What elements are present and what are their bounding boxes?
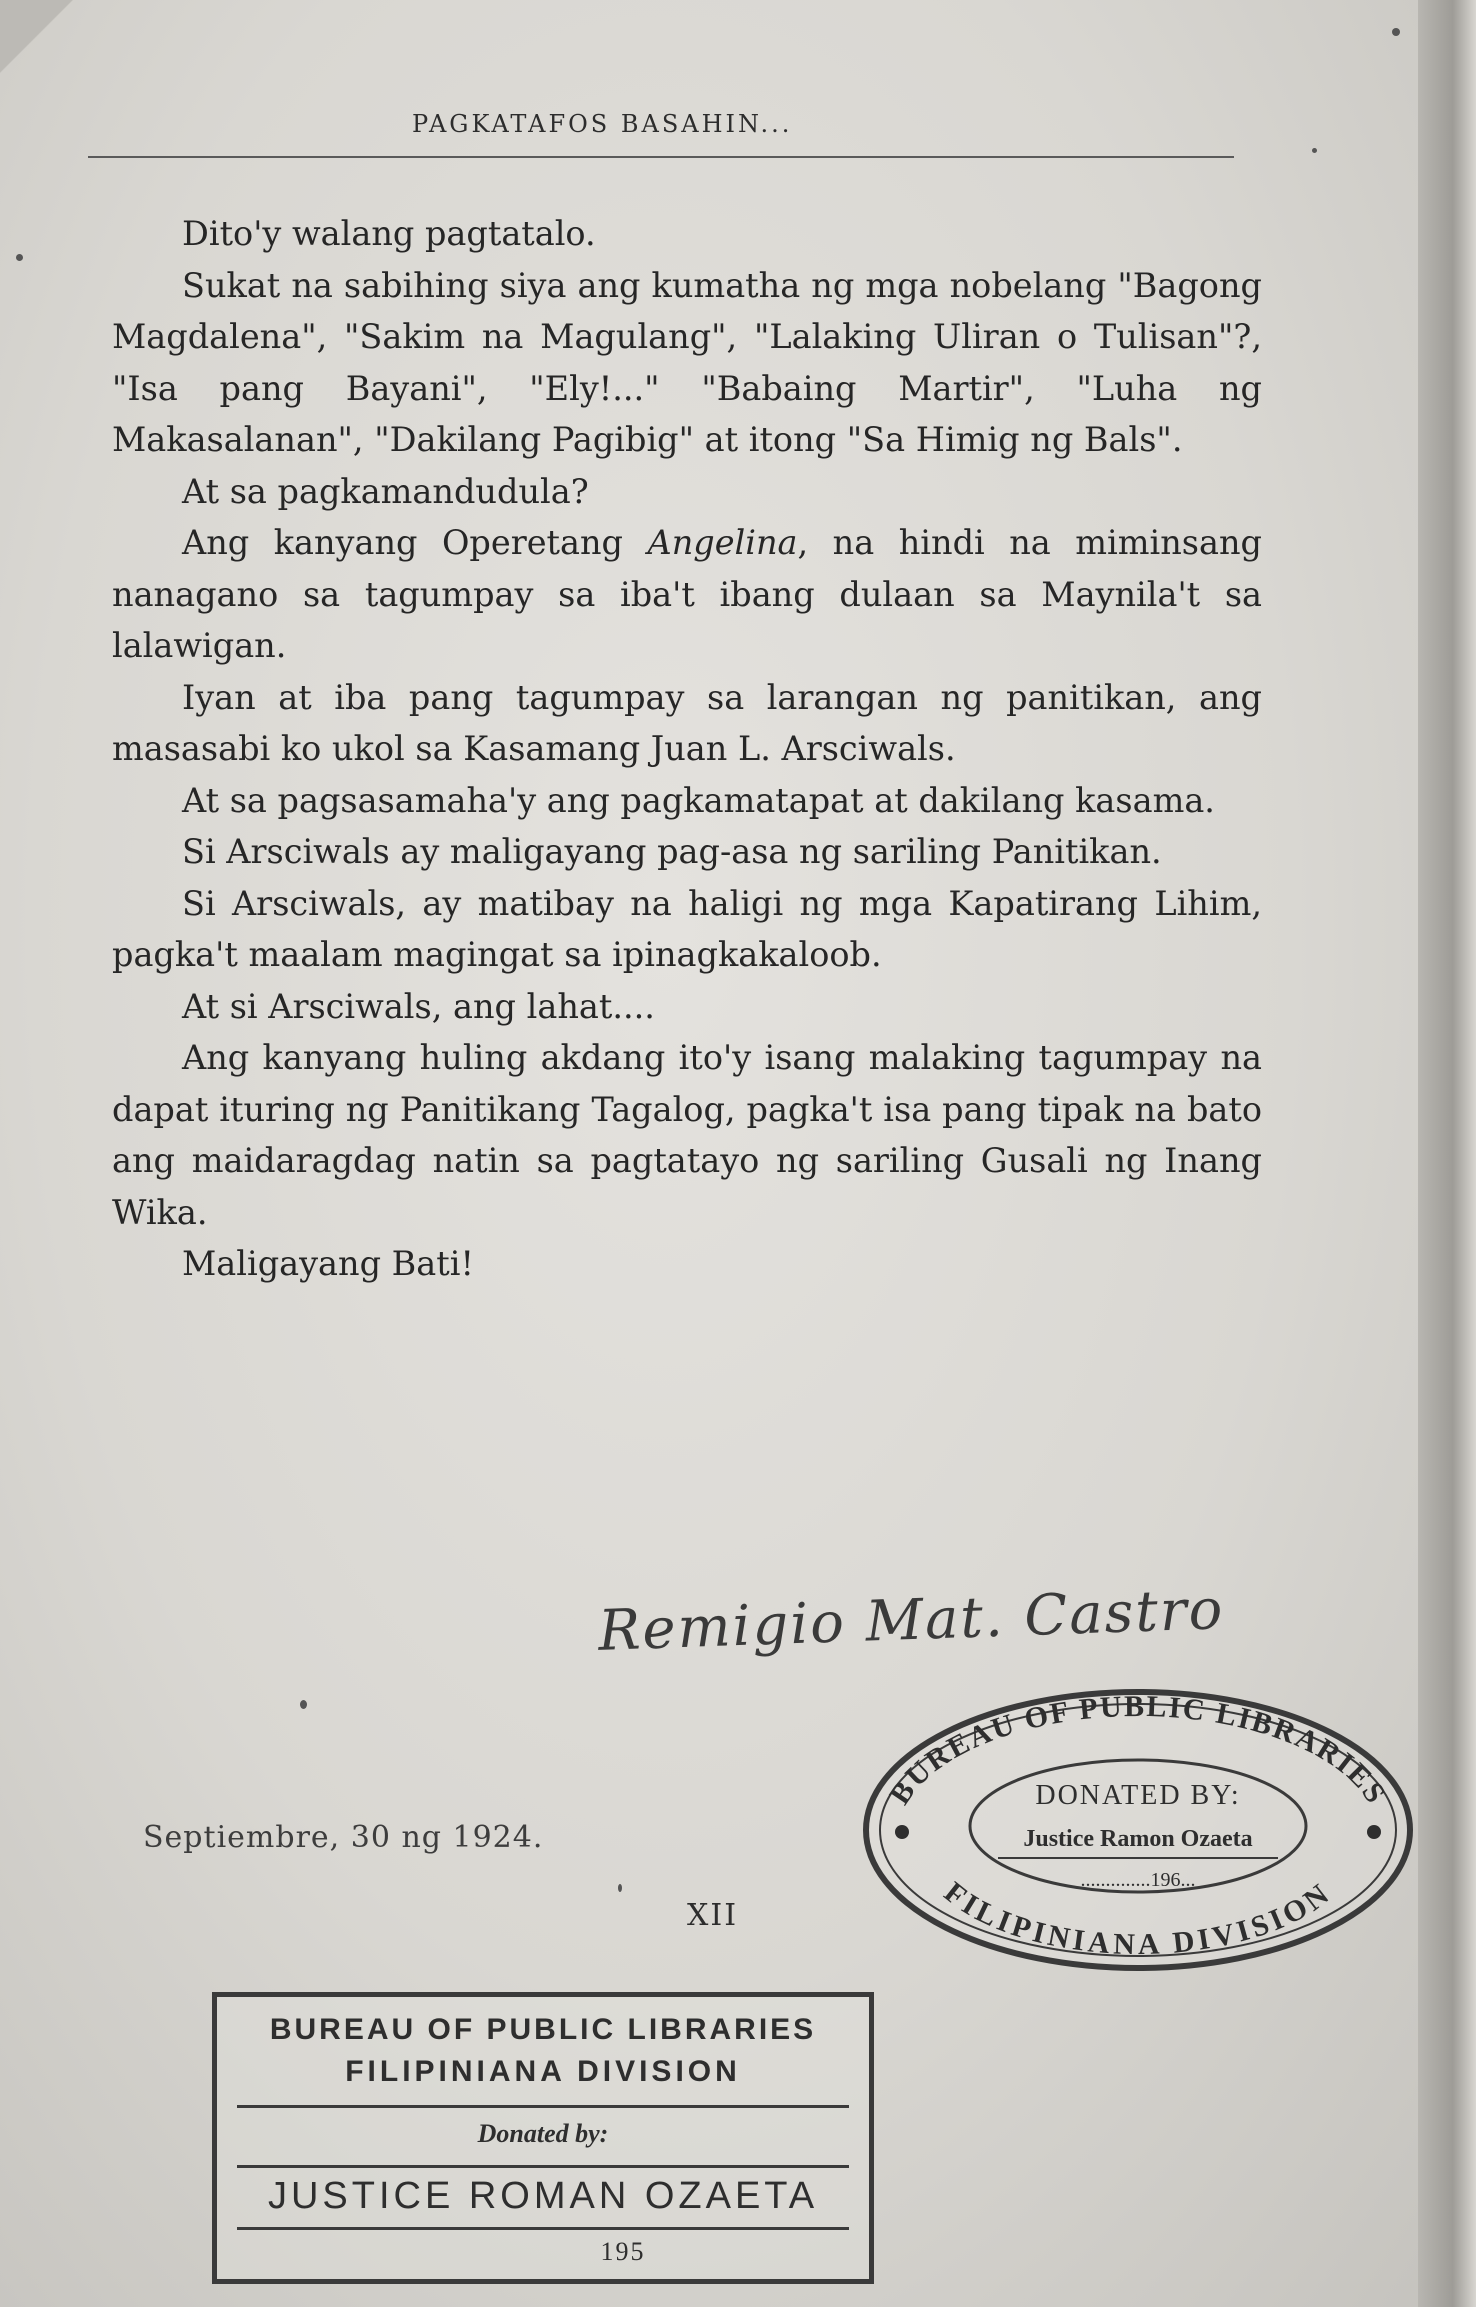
donation-oval-stamp	[858, 1686, 1418, 1974]
paragraph: Iyan at iba pang tagumpay sa larangan ng panitikan, ang masasabi ko ukol sa Kasamang Juan L. Arsciwals.	[112, 677, 1262, 768]
ink-speck	[1392, 28, 1400, 36]
stamp-top-arc-text: BUREAU OF PUBLIC LIBRARIES	[883, 1689, 1394, 1811]
ink-speck	[1312, 148, 1317, 153]
stamp-line-year: 195	[600, 2237, 646, 2266]
stamp-line-bureau: BUREAU OF PUBLIC LIBRARIES	[269, 2013, 817, 2046]
stamp-bottom-arc-text: FILIPINIANA DIVISION	[937, 1875, 1339, 1962]
stamp-donated-by: DONATED BY:	[1035, 1780, 1241, 1811]
paragraph: At si Arsciwals, ang lahat....	[182, 986, 655, 1026]
stamp-line-donated-by: Donated by:	[477, 2119, 609, 2148]
ink-speck	[300, 1700, 307, 1709]
paragraph: Dito'y walang pagtatalo.	[182, 214, 596, 253]
stamp-rule	[237, 2227, 849, 2230]
paragraph: At sa pagkamandudula?	[182, 471, 589, 511]
stamp-dot-left	[895, 1825, 909, 1839]
operetta-title: Angelina	[647, 523, 798, 562]
date-line: Septiembre, 30 ng 1924.	[143, 1820, 544, 1855]
paragraph: Ang kanyang huling akdang ito'y isang malaking tagumpay na dapat ituring ng Panitikang Tagalog, pagka't isa pang tipak na bato ang maidaragdag natin sa pagtatayo ng sariling Gusali ng Inang Wika.	[112, 1038, 1262, 1232]
donation-rect-stamp	[212, 1992, 874, 2284]
body-text	[112, 208, 1262, 1290]
stamp-year: ..............196...	[1080, 1869, 1196, 1891]
stamp-line-division: FILIPINIANA DIVISION	[345, 2055, 741, 2088]
header-rule	[88, 156, 1234, 158]
stamp-rule	[237, 2165, 849, 2168]
paragraph: At sa pagsasamaha'y ang pagkamatapat at dakilang kasama.	[182, 780, 1215, 820]
folded-corner	[0, 0, 80, 80]
paragraph: Ang kanyang Operetang Angelina, na hindi na miminsang nanagano sa tagumpay sa iba't ibang dulaan sa Maynila't sa lalawigan.	[112, 523, 1262, 665]
running-header: PAGKATAFOS BASAHIN...	[412, 110, 793, 138]
stamp-dot-right	[1367, 1825, 1381, 1839]
stamp-rule	[237, 2105, 849, 2108]
stamp-line-donor: JUSTICE ROMAN OZAETA	[267, 2175, 819, 2217]
paragraph: Si Arsciwals, ay matibay na haligi ng mga Kapatirang Lihim, pagka't maalam magingat sa ipinagkakaloob.	[112, 883, 1262, 974]
paragraph: Maligayang Bati!	[182, 1244, 474, 1283]
page-number: XII	[687, 1898, 739, 1933]
paragraph: Si Arsciwals ay maligayang pag-asa ng sariling Panitikan.	[182, 832, 1162, 871]
handwritten-signature: Remigio Mat. Castro	[597, 1577, 1226, 1664]
ink-speck	[16, 254, 23, 261]
page-edge-shadow	[1418, 0, 1476, 2307]
ink-speck	[618, 1884, 622, 1892]
paragraph: Sukat na sabihing siya ang kumatha ng mga nobelang "Bagong Magdalena", "Sakim na Magulang", "Lalaking Uliran o Tulisan"?, "Isa pang Bayani", "Ely!..." "Babaing Martir", "Luha ng Makasalanan", "Dakilang Pagibig" at itong "Sa Himig ng Bals".	[112, 265, 1262, 459]
stamp-donor-name: Justice Ramon Ozaeta	[1023, 1826, 1253, 1852]
